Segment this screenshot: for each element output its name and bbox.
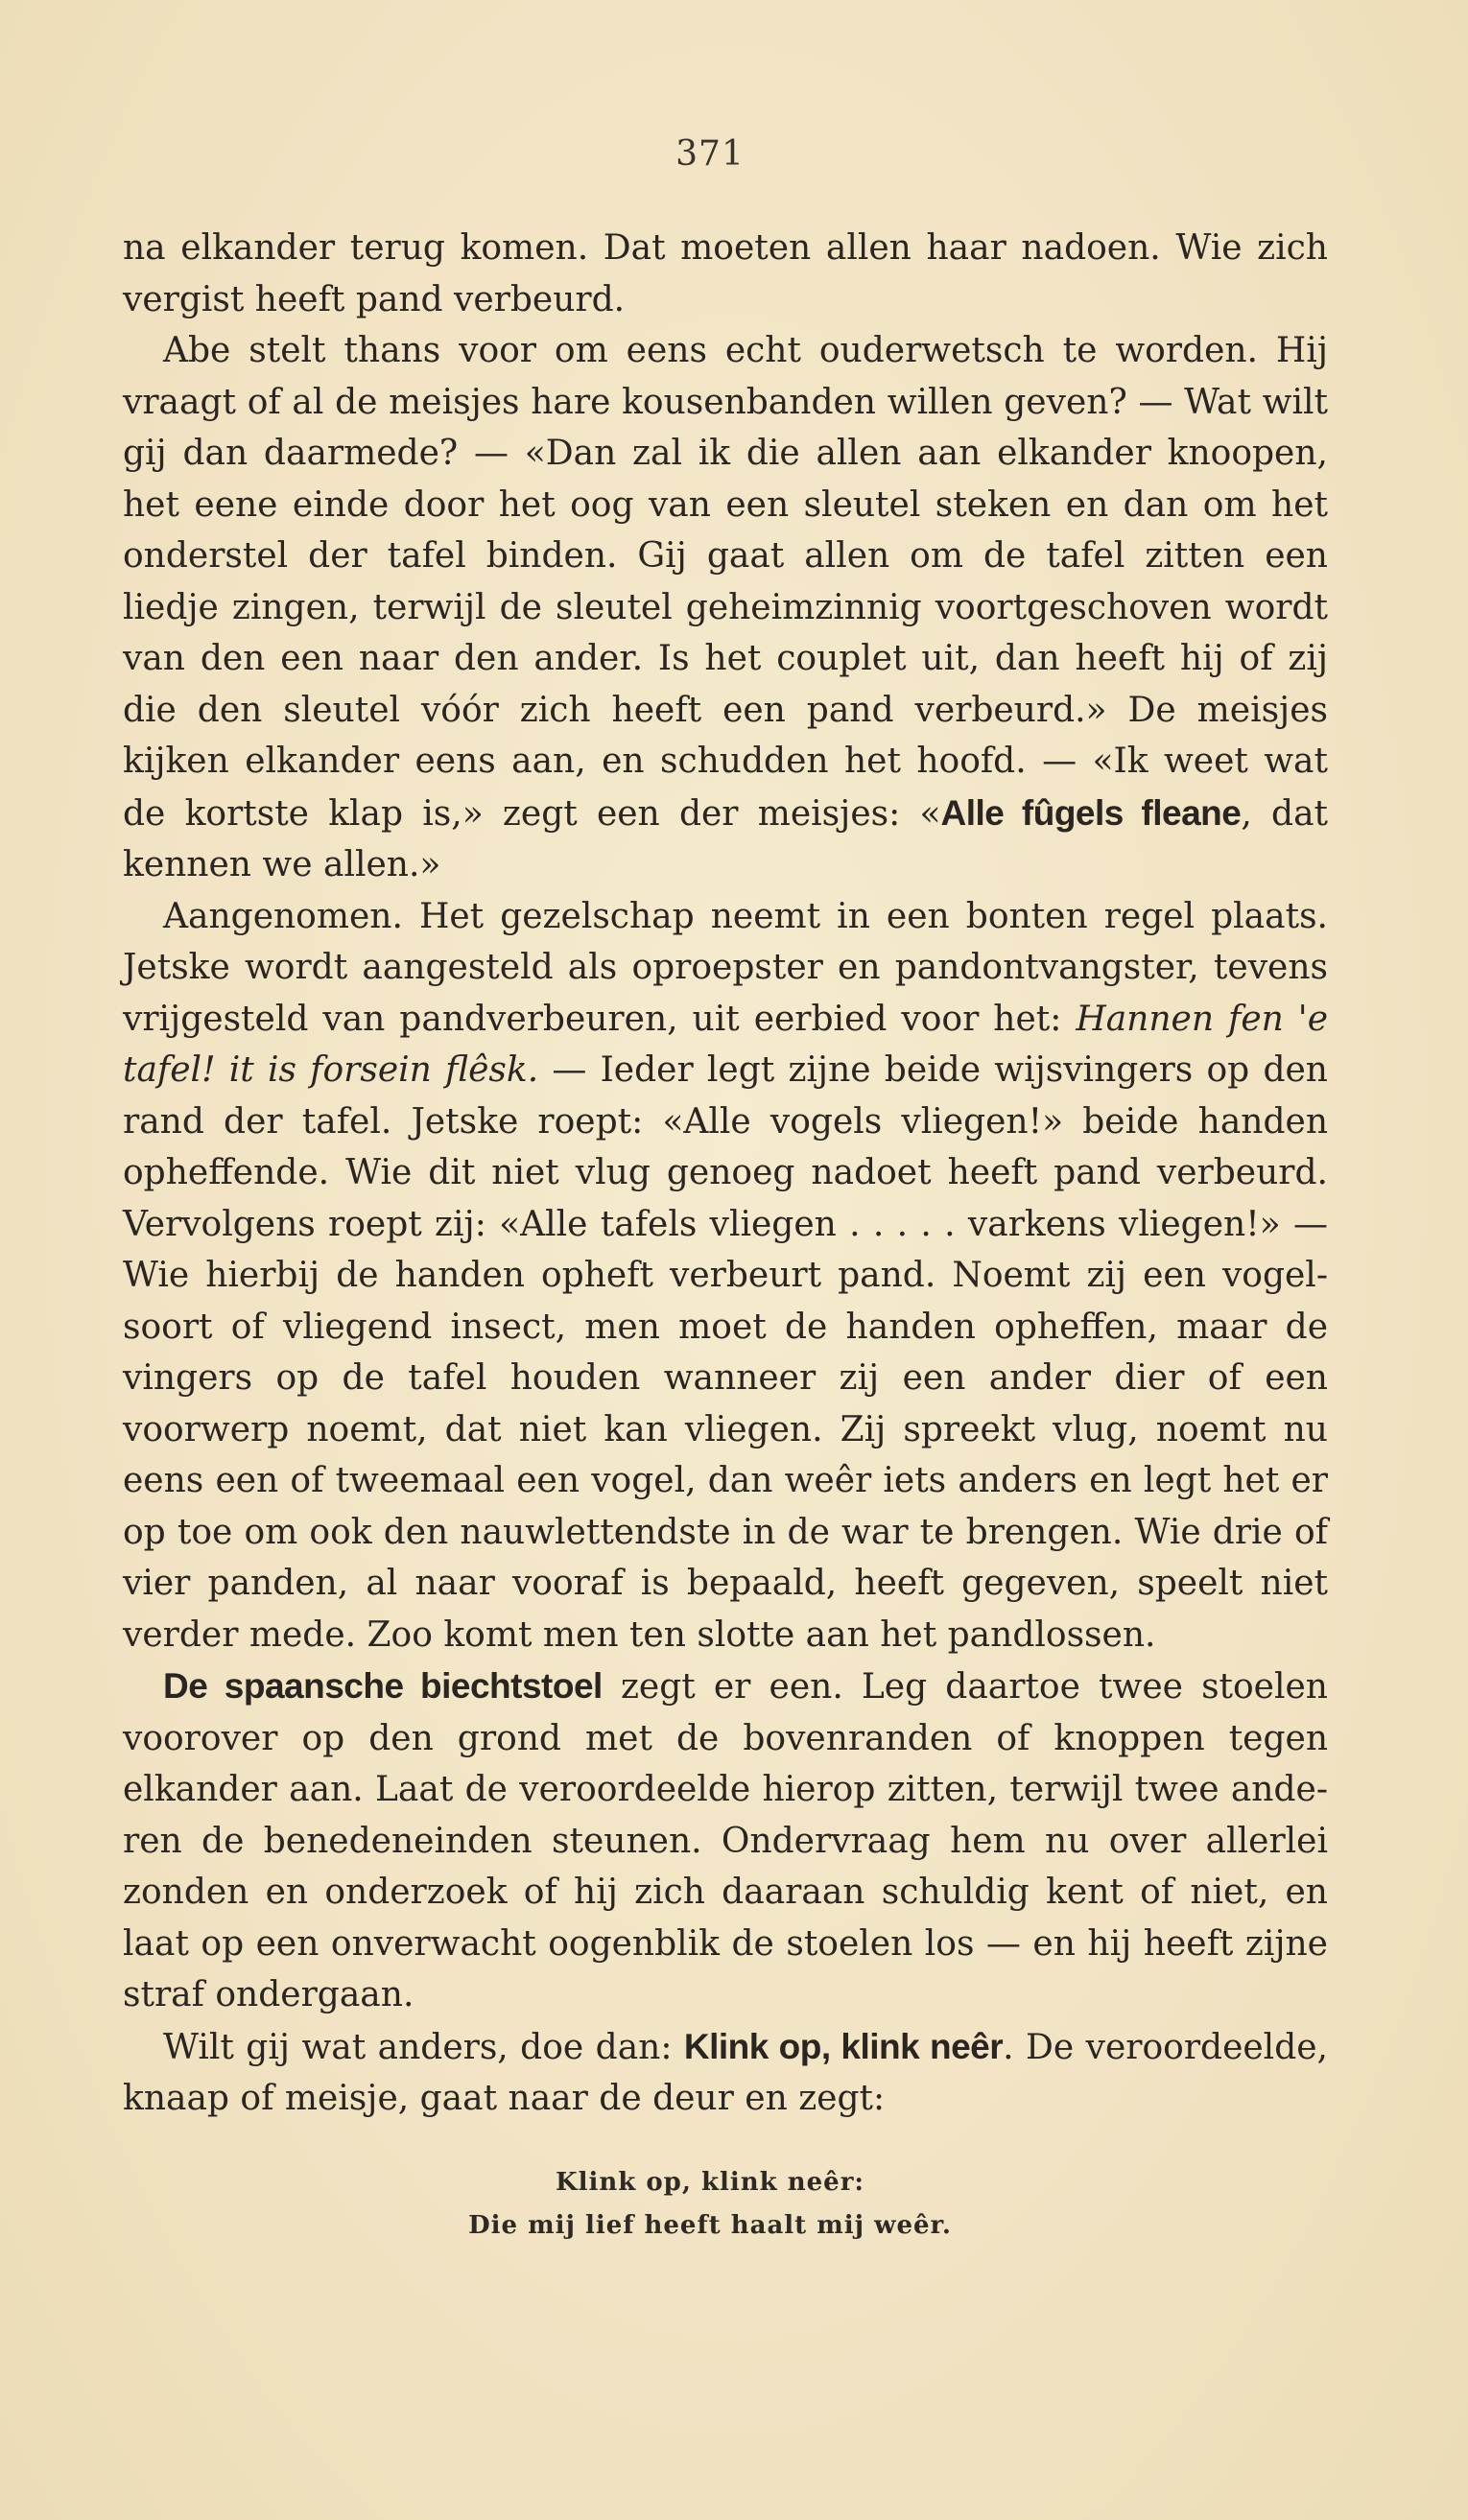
frisian-quote: Hannen fen 'e tafel! it is forsein flêsk. bbox=[123, 999, 1329, 1090]
paragraph-4-text: zegt er een. Leg daartoe twee stoelen voorover op den grond met de bovenranden of knoppen tegen elkander aan. Laat de veroordeelde hierop zitten, terwijl twee anderen de benedeneinden steunen. Ondervraag hem nu over allerlei zonden en onderzoek of hij zich daaraan schuldig kent of niet, en laat op een onverwacht oogenblik de stoelen los — en hij heeft zijne straf ondergaan. bbox=[123, 1667, 1328, 2014]
paragraph-1 bbox=[123, 223, 1328, 325]
paragraph-3-text-a: Aangenomen. Het gezelschap neemt in een bonten regel plaats. Jetske wordt aangesteld als oproepster en pandontvangster, tevens vrijgesteld van pandverbeuren, uit eerbied voor het: bbox=[123, 896, 1328, 1039]
paragraph-5-text-a: Wilt gij wat anders, doe dan: bbox=[163, 2027, 684, 2067]
paragraph-5-text-b: . De veroordeelde, knaap of meisje, gaat naar de deur en zegt: bbox=[123, 2027, 1328, 2118]
paragraph-2-text-b: , dat kennen we allen.» bbox=[123, 793, 1328, 884]
game-name-spaansche-biechtstoel: De spaansche biechtstoel bbox=[163, 1666, 603, 1706]
paragraph-3-text-b: — Ieder legt zijne beide wijsvingers op den rand der tafel. Jetske roept: «Alle vogels vliegen!» beide handen opheffende. Wie dit niet vlug genoeg nadoet heeft pand verbeurd. Vervolgens roept zij: «Alle tafels vliegen . . . . . varkens vliegen!» — Wie hierbij de handen opheft verbeurt pand. Noemt zij een vogelsoort of vliegend insect, men moet de handen opheffen, maar de vingers op de tafel houden wanneer zij een ander dier of een voorwerp noemt, dat niet kan vliegen. Zij spreekt vlug, noemt nu eens een of tweemaal een vogel, dan weêr iets anders en legt het er op toe om ook den nauwlettendste in de war te brengen. Wie drie of vier panden, al naar vooraf is bepaald, heeft gegeven, speelt niet verder mede. Zoo komt men ten slotte aan het pandlossen. bbox=[123, 1050, 1328, 1655]
verse-line-1: Klink op, klink neêr: bbox=[556, 2168, 864, 2197]
game-name-alle-fugels-fleane: Alle fûgels fleane bbox=[940, 792, 1242, 833]
paragraph-2 bbox=[123, 325, 1328, 891]
verse-line-2: Die mij lief heeft haalt mij weêr. bbox=[468, 2211, 952, 2240]
paragraph-4 bbox=[123, 1660, 1328, 2021]
paragraph-5 bbox=[123, 2021, 1328, 2125]
paragraph-2-text-a: Abe stelt thans voor om eens echt ouderwetsch te worden. Hij vraagt of al de meisjes hare kousenbanden willen geven? — Wat wilt gij dan daarmede? — «Dan zal ik die allen aan elkander knoopen, het eene einde door het oog van een sleutel steken en dan om het onderstel der tafel binden. Gij gaat allen om de tafel zitten een liedje zingen, terwijl de sleutel geheimzinnig voortgeschoven wordt van den een naar den ander. Is het couplet uit, dan heeft hij of zij die den sleutel vóór zich heeft een pand verbeurd.» De meisjes kijken elkander eens aan, en schudden het hoofd. — «Ik weet wat de kortste klap is,» zegt een der meisjes: « bbox=[123, 331, 1328, 834]
paragraph-3 bbox=[123, 891, 1328, 1661]
paragraph-1-text: na elkander terug komen. Dat moeten allen haar nadoen. Wie zich vergist heeft pand verbeurd. bbox=[123, 228, 1328, 319]
page-number: 371 bbox=[675, 134, 745, 174]
game-name-klink-op: Klink op, klink neêr bbox=[683, 2026, 1004, 2066]
body-text bbox=[123, 223, 1328, 2125]
